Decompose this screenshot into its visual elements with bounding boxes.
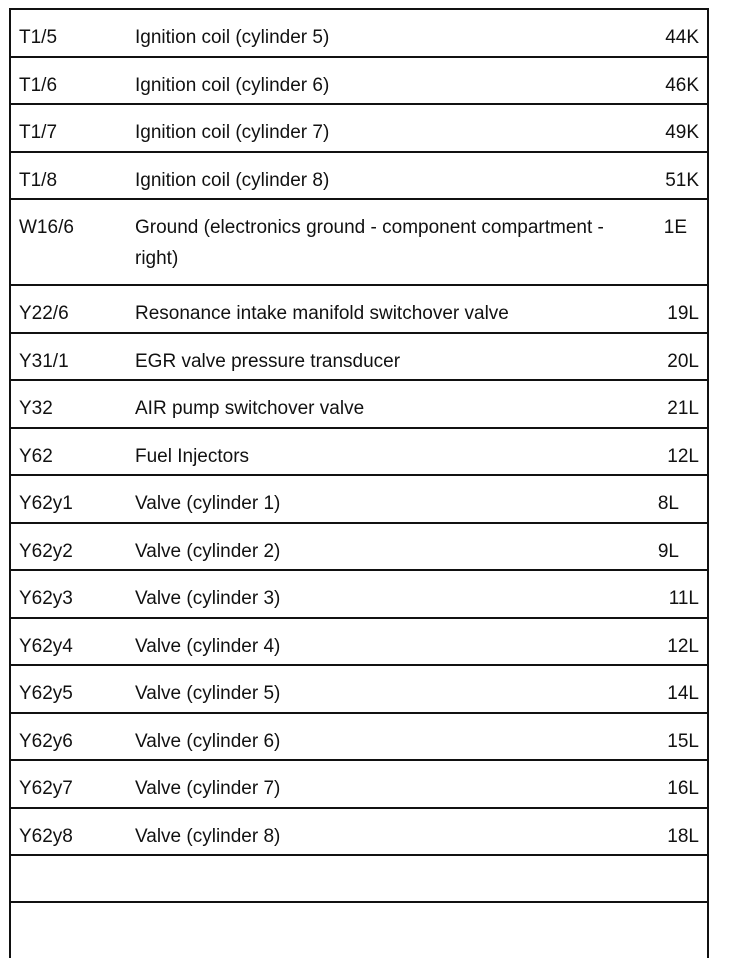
component-description: Valve (cylinder 1) [135, 493, 281, 514]
component-description: EGR valve pressure transducer [135, 350, 401, 372]
table-row [11, 286, 707, 334]
table-row [11, 381, 707, 429]
grid-location: 51K [665, 169, 699, 191]
table-row [11, 619, 707, 667]
component-code: Y62y4 [19, 635, 73, 657]
grid-location: 20L [667, 350, 699, 372]
table-row [11, 714, 707, 762]
component-description: AIR pump switchover valve [135, 398, 365, 419]
component-description: Valve (cylinder 2) [135, 540, 281, 562]
table-row [11, 334, 707, 382]
grid-location: 49K [665, 122, 699, 143]
grid-location: 44K [665, 27, 699, 48]
component-description: Valve (cylinder 6) [135, 730, 281, 752]
table-row [11, 200, 707, 286]
grid-location: 8L [657, 493, 679, 514]
component-code: Y62y1 [19, 493, 73, 514]
empty-row [11, 903, 707, 953]
component-description: Ground (electronics ground - component compartment - right) [135, 217, 604, 269]
component-description: Ignition coil (cylinder 7) [135, 122, 330, 143]
component-description: Ignition coil (cylinder 5) [135, 27, 330, 48]
component-code: Y62y7 [19, 778, 73, 799]
empty-row [11, 856, 707, 903]
component-code: Y31/1 [19, 350, 69, 372]
component-code: Y62y2 [19, 540, 73, 562]
grid-location: 14L [667, 683, 699, 704]
component-table [9, 8, 709, 958]
table-row [11, 10, 707, 58]
component-code: T1/8 [19, 169, 58, 191]
grid-location: 9L [657, 540, 679, 562]
table-row [11, 476, 707, 524]
grid-location: 11L [668, 588, 699, 609]
grid-location: 12L [667, 635, 699, 657]
component-code: W16/6 [19, 217, 74, 238]
component-code: T1/7 [19, 122, 58, 143]
component-code: Y62y3 [19, 588, 73, 609]
table-row [11, 524, 707, 572]
grid-location: 15L [667, 730, 699, 752]
component-description: Ignition coil (cylinder 8) [135, 169, 330, 191]
component-code: Y32 [19, 398, 53, 419]
component-code: Y62y5 [19, 683, 73, 704]
component-code: Y62y8 [19, 825, 73, 847]
grid-location: 16L [667, 778, 699, 799]
table-row [11, 105, 707, 153]
table-row [11, 666, 707, 714]
grid-location: 46K [665, 74, 699, 96]
component-code: Y62 [19, 445, 53, 467]
table-row [11, 153, 707, 201]
component-description: Resonance intake manifold switchover valve [135, 303, 509, 324]
table-row [11, 58, 707, 106]
grid-location: 12L [667, 445, 699, 467]
component-code: T1/6 [19, 74, 58, 96]
table-row [11, 429, 707, 477]
component-description: Ignition coil (cylinder 6) [135, 74, 330, 96]
component-code: Y22/6 [19, 303, 69, 324]
component-description: Valve (cylinder 5) [135, 683, 281, 704]
component-description: Valve (cylinder 8) [135, 825, 281, 847]
grid-location: 18L [667, 825, 699, 847]
component-description: Valve (cylinder 3) [135, 588, 281, 609]
table-row [11, 809, 707, 857]
table-row [11, 571, 707, 619]
component-description: Valve (cylinder 4) [135, 635, 281, 657]
component-description: Valve (cylinder 7) [135, 778, 281, 799]
component-code: T1/5 [19, 27, 58, 48]
component-description: Fuel Injectors [135, 445, 250, 467]
grid-location: 1E [663, 217, 687, 238]
grid-location: 19L [667, 303, 699, 324]
grid-location: 21L [667, 398, 699, 419]
table-row [11, 761, 707, 809]
component-code: Y62y6 [19, 730, 73, 752]
